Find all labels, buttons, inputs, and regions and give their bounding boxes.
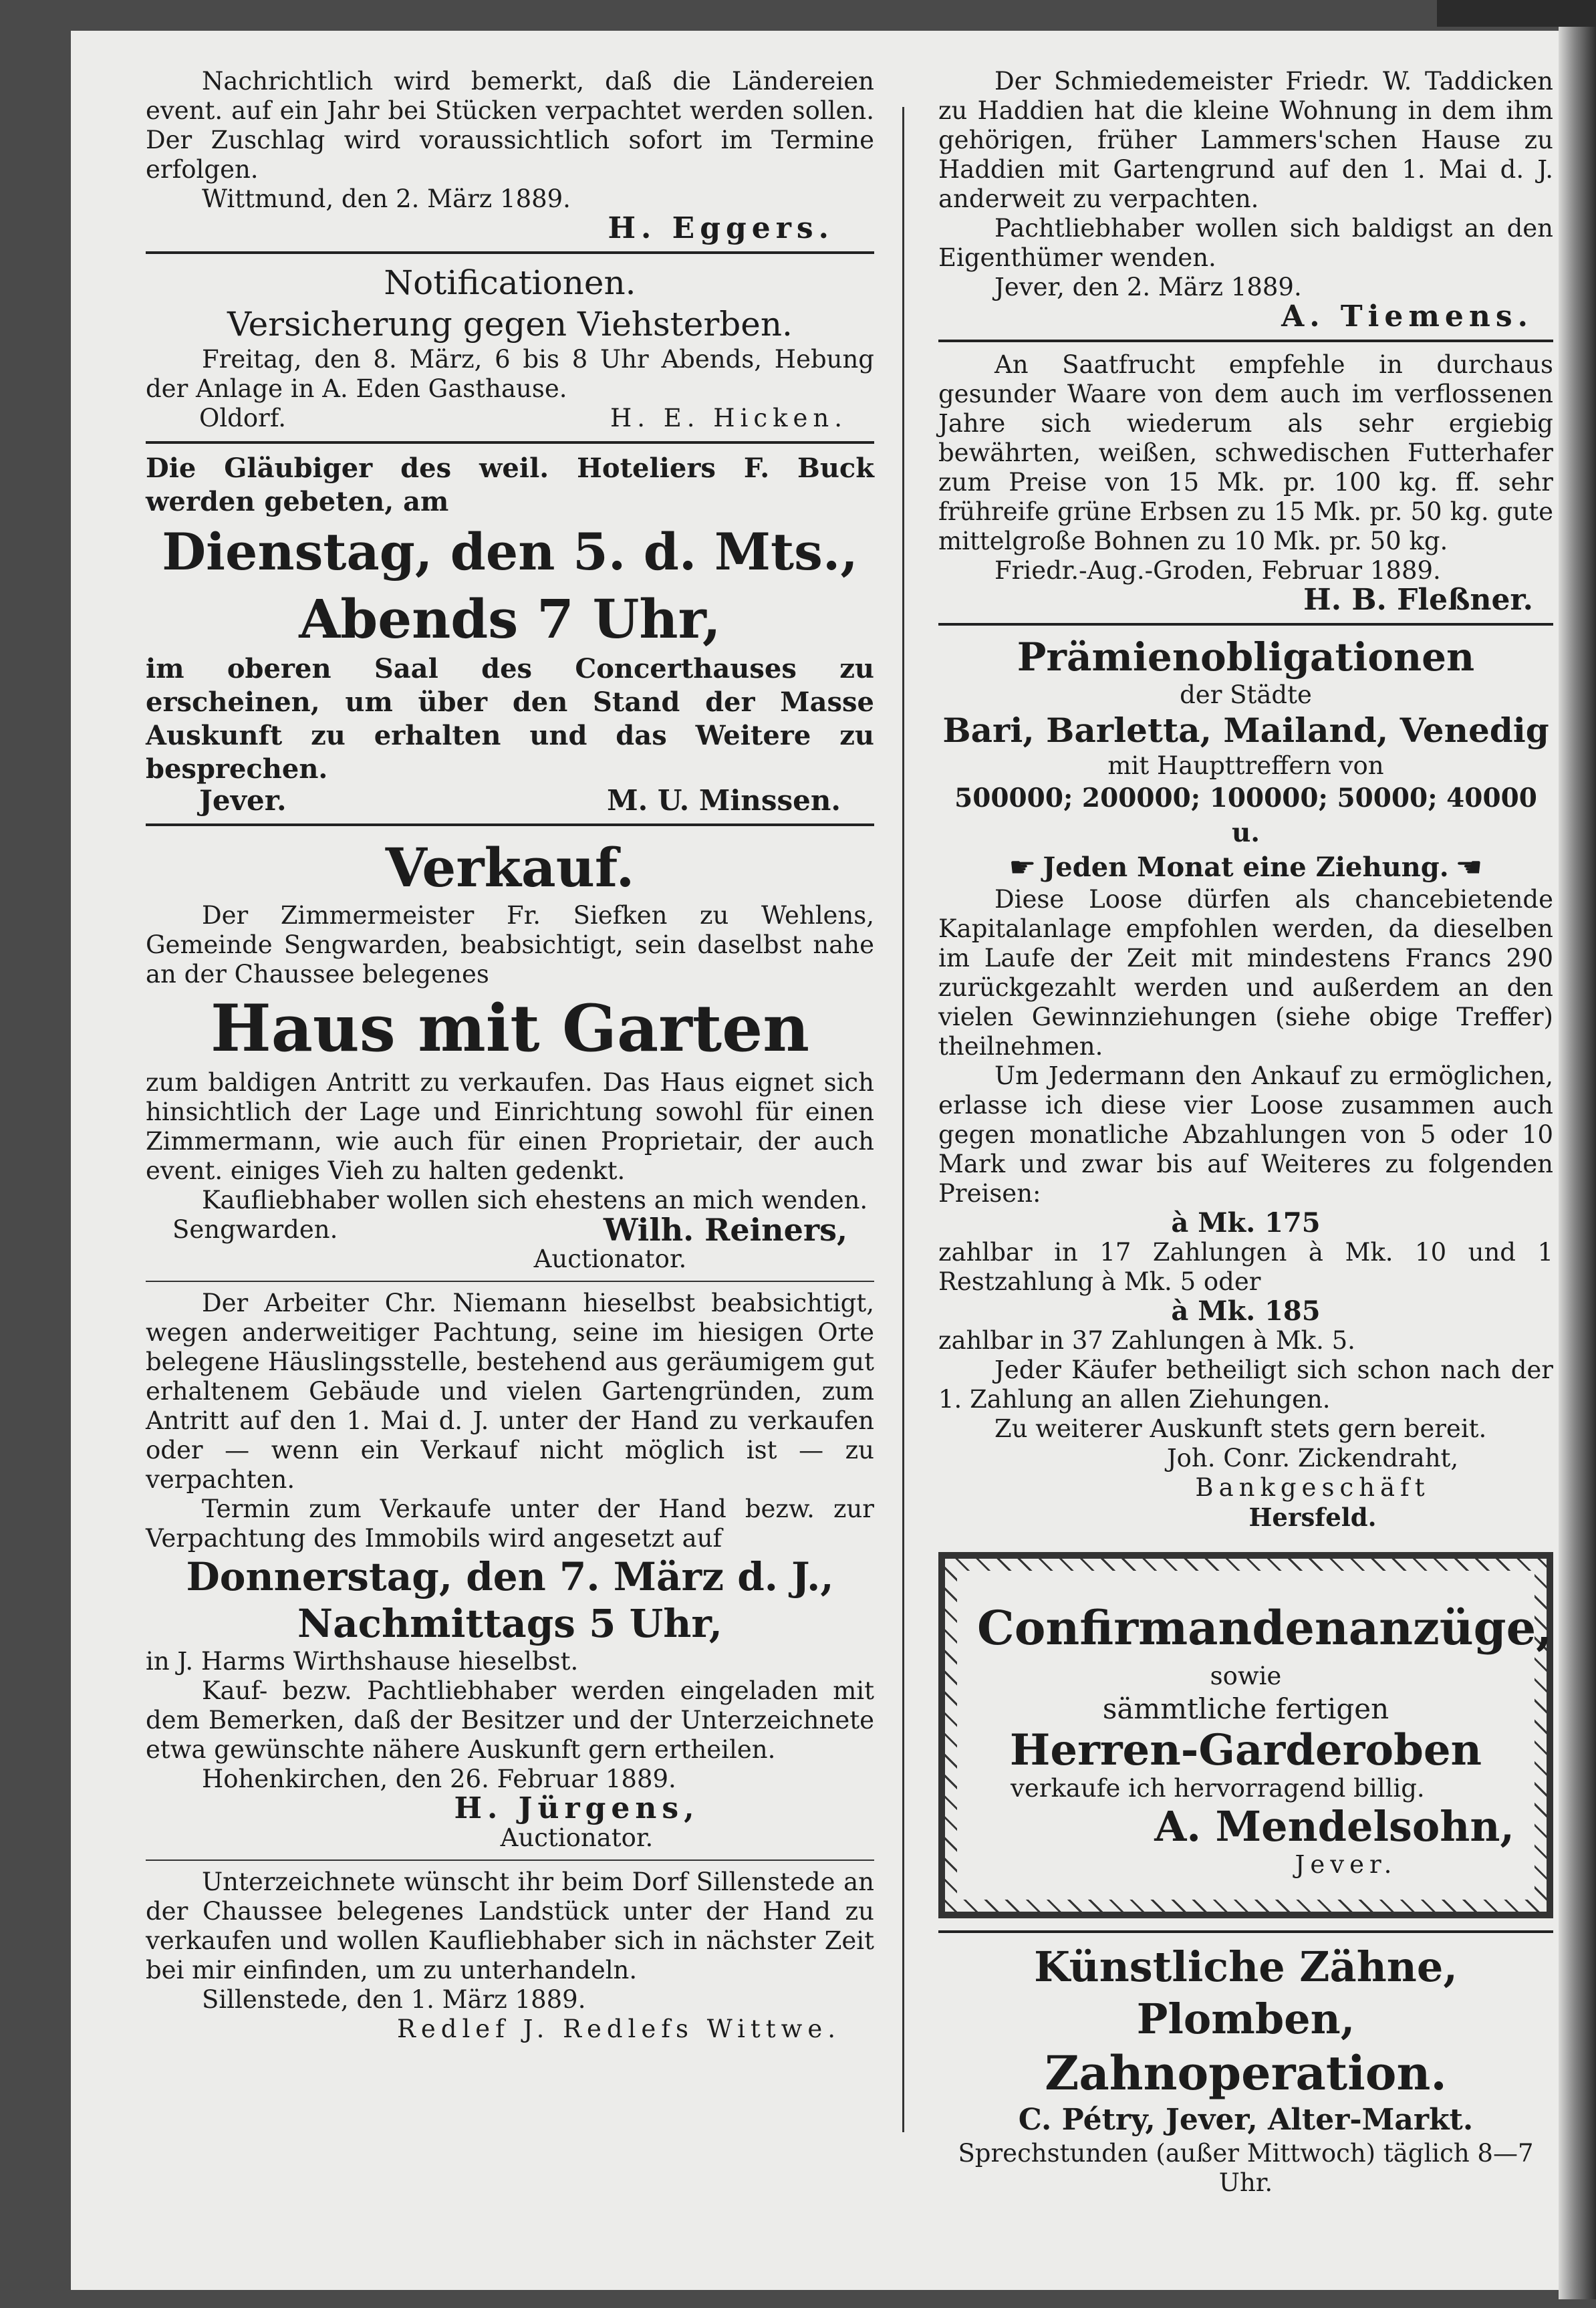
pointing-hand-icon: ☛	[1009, 852, 1037, 883]
ad-text: Jeder Käufer betheiligt sich schon nach der 1. Zahlung an allen Ziehungen.	[938, 1356, 1553, 1414]
price-2-terms: zahlbar in 37 Zahlungen à Mk. 5.	[938, 1326, 1355, 1355]
ad-heading: Prämienobligationen	[1017, 634, 1475, 680]
ad-text: im oberen Saal des Concerthauses zu erscheinen, um über den Stand der Masse Auskunft zu erhalten und das Weitere zu besprechen.	[146, 653, 874, 785]
section-heading: Notificationen.	[384, 263, 636, 302]
ad-place: Jever.	[199, 784, 287, 817]
ad-text: Pachtliebhaber wollen sich baldigst an den Eigenthümer wenden.	[938, 214, 1553, 272]
ad-place: Wittmund, den 2. März 1889.	[202, 184, 571, 213]
ad-signature: A. Mendelsohn,	[1154, 1802, 1514, 1851]
divider	[938, 1930, 1553, 1933]
divider	[146, 823, 874, 826]
ad-text: Um Jedermann den Ankauf zu ermöglichen, erlasse ich diese vier Loose zusammen auch gegen monatliche Abzahlungen von 5 oder 10 Mark und zwar bis auf Weiteres zu folgenden Preisen:	[938, 1061, 1553, 1208]
price-1: à Mk. 175	[1171, 1207, 1321, 1239]
divider	[146, 441, 874, 444]
ad-role: Auctionator.	[500, 1823, 654, 1852]
ad-verkauf	[146, 834, 874, 1274]
notif-title: Versicherung gegen Viehsterben.	[227, 305, 793, 344]
ad-role: Auctionator.	[533, 1245, 687, 1273]
ad-praemien	[938, 634, 1553, 1532]
ad-mendelsohn	[957, 1571, 1553, 1900]
ad-text: Kauf- bezw. Pachtliebhaber werden eingeladen mit dem Bemerken, daß der Besitzer und der Unterzeichnete etwa gewünschte nähere Auskunft gern ertheilen.	[146, 1676, 874, 1764]
ad-text: in J. Harms Wirthshause hieselbst.	[146, 1647, 579, 1676]
ad-petry	[938, 1941, 1553, 2198]
ad-sillenstede	[146, 1868, 874, 2044]
ad-signature: A. Tiemens.	[1281, 299, 1533, 334]
ad-wittmund	[146, 67, 874, 243]
ad-text: Diese Loose dürfen als chancebietende Kapitalanlage empfohlen werden, da dieselben im Laufe der Zeit mit mindestens Francs 290 zurückgezahlt werden und außerdem an den vielen Gewinnziehungen (siehe obige Treffer) theilnehmen.	[938, 885, 1553, 1061]
divider	[938, 340, 1553, 342]
page-edge-shadow	[1437, 0, 1596, 27]
ad-text: Der Schmiedemeister Friedr. W. Taddicken zu Haddien hat die kleine Wohnung in dem ihm gehörigen, früher Lammers'schen Hause zu Haddien mit Gartengrund auf den 1. Mai d. J. anderweit zu verpachten.	[938, 67, 1553, 213]
price-1-terms: zahlbar in 17 Zahlungen à Mk. 10 und 1 Restzahlung à Mk. 5 oder	[938, 1238, 1553, 1296]
ad-place: Hohenkirchen, den 26. Februar 1889.	[202, 1765, 676, 1793]
ad-place: Sillenstede, den 1. März 1889.	[202, 1985, 586, 2014]
ad-heading: Confirmandenanzüge,	[977, 1600, 1553, 1656]
meeting-time: Nachmittags 5 Uhr,	[297, 1601, 722, 1646]
ad-frame	[938, 1552, 1553, 1918]
ad-signature: H. Eggers.	[608, 211, 834, 245]
ad-saatfrucht	[938, 350, 1553, 615]
price-2: à Mk. 185	[1171, 1295, 1321, 1327]
ad-place: Jever, den 2. März 1889.	[994, 273, 1302, 301]
ad-sub: sowie	[1210, 1662, 1282, 1690]
ad-text: zum baldigen Antritt zu verkaufen. Das Haus eignet sich hinsichtlich der Lage und Einrichtung sowohl für einen Zimmermann, wie auch für einen Proprietair, der auch event. einiges Vieh zu halten gedenkt.	[146, 1068, 874, 1185]
ad-sub: sämmtliche fertigen	[1102, 1692, 1389, 1725]
divider	[146, 1281, 874, 1282]
ad-firm: Bankgeschäft	[1195, 1473, 1430, 1502]
ad-text: Termin zum Verkaufe unter der Hand bezw. zur Verpachtung des Immobils wird angesetzt auf	[146, 1495, 874, 1553]
ad-heading: Künstliche Zähne, Plomben,	[1034, 1942, 1458, 2043]
notif-place: Oldorf.	[199, 404, 286, 432]
ad-signature: H. Jürgens,	[454, 1791, 700, 1825]
ad-place: Jever.	[1295, 1850, 1398, 1879]
divider	[146, 1860, 874, 1861]
ad-signature: Wilh. Reiners,	[603, 1212, 847, 1248]
ad-text: Zu weiterer Auskunft stets gern bereit.	[994, 1414, 1487, 1443]
right-column	[938, 67, 1553, 2198]
ad-creditors	[146, 452, 874, 815]
divider	[146, 251, 874, 254]
ad-text: Kaufliebhaber wollen sich ehestens an mich wenden.	[202, 1186, 868, 1214]
ad-sub: mit Haupttreffern von	[1107, 751, 1384, 780]
ad-amounts: 500000; 200000; 100000; 50000; 40000 u.	[954, 783, 1537, 848]
ad-monthly: Jeden Monat eine Ziehung.	[1043, 852, 1449, 883]
pointing-hand-icon: ☛	[1455, 852, 1483, 883]
ad-hours: Sprechstunden (außer Mittwoch) täglich 8—7 Uhr.	[958, 2139, 1534, 2197]
divider	[938, 623, 1553, 626]
ad-place: Sengwarden.	[172, 1215, 338, 1244]
meeting-date: Dienstag, den 5. d. Mts.,	[162, 522, 858, 582]
meeting-time: Abends 7 Uhr,	[299, 588, 721, 650]
book-spine	[1559, 27, 1596, 2299]
ad-signature: Joh. Conr. Zickendraht,	[1166, 1444, 1459, 1472]
ad-signature: M. U. Minssen.	[607, 784, 841, 817]
ad-heading: Zahnoperation.	[1045, 2045, 1447, 2101]
ad-taddicken	[938, 67, 1553, 332]
ad-text: verkaufe ich hervorragend billig.	[1011, 1774, 1425, 1803]
ad-name: C. Pétry, Jever, Alter-Markt.	[1018, 2103, 1474, 2137]
notif-text: Freitag, den 8. März, 6 bis 8 Uhr Abends, Hebung der Anlage in A. Eden Gasthause.	[146, 345, 874, 403]
ad-signature: Redlef J. Redlefs Wittwe.	[397, 2015, 841, 2043]
notifications	[146, 262, 874, 433]
section-heading: Verkauf.	[385, 836, 635, 899]
column-divider	[902, 107, 904, 2132]
notif-signature: H. E. Hicken.	[610, 404, 847, 432]
ad-sub: der Städte	[1180, 680, 1312, 709]
ad-city: Hersfeld.	[1248, 1503, 1377, 1532]
ad-text: Der Arbeiter Chr. Niemann hieselbst beabsichtigt, wegen anderweitiger Pachtung, seine im hiesigen Orte belegene Häuslingsstelle, bestehend aus geräumigem gut erhaltenem Gebäude und vielen Gartengründen, zum Antritt auf den 1. Mai d. J. unter der Hand zu verkaufen oder — wenn ein Verkauf nicht möglich ist — zu verpachten.	[146, 1289, 874, 1494]
ad-text: Nachrichtlich wird bemerkt, daß die Ländereien event. auf ein Jahr bei Stücken verpachtet werden sollen. Der Zuschlag wird voraussichtlich sofort im Termine erfolgen.	[146, 67, 874, 184]
ad-title: Haus mit Garten	[211, 991, 809, 1066]
ad-place: Friedr.-Aug.-Groden, Februar 1889.	[994, 556, 1441, 585]
ad-text: An Saatfrucht empfehle in durchaus gesunder Waare von dem auch im verflossenen Jahre sich wiederum als sehr ergiebig bewährten, weißen, schwedischen Futterhafer zum Preise von 15 Mk. pr. 100 kg. ff. sehr frühreife grüne Erbsen zu 15 Mk. pr. 50 kg. gute mittelgroße Bohnen zu 10 Mk. pr. 50 kg.	[938, 350, 1553, 555]
ad-niemann	[146, 1289, 874, 1853]
ad-cities: Bari, Barletta, Mailand, Venedig	[942, 711, 1549, 750]
ad-lead: Die Gläubiger des weil. Hoteliers F. Buck werden gebeten, am	[146, 453, 874, 517]
ad-title: Herren-Garderoben	[1009, 1725, 1482, 1775]
meeting-date: Donnerstag, den 7. März d. J.,	[186, 1554, 834, 1599]
ad-signature: H. B. Fleßner.	[1303, 583, 1533, 617]
ad-text: Unterzeichnete wünscht ihr beim Dorf Sillenstede an der Chaussee belegenes Landstück unter der Hand zu verkaufen und wollen Kaufliebhaber sich in nächster Zeit bei mir einfinden, um zu unterhandeln.	[146, 1868, 874, 1984]
left-column	[146, 67, 874, 2044]
ad-text: Der Zimmermeister Fr. Siefken zu Wehlens, Gemeinde Sengwarden, beabsichtigt, sein daselbst nahe an der Chaussee belegenes	[146, 901, 874, 989]
